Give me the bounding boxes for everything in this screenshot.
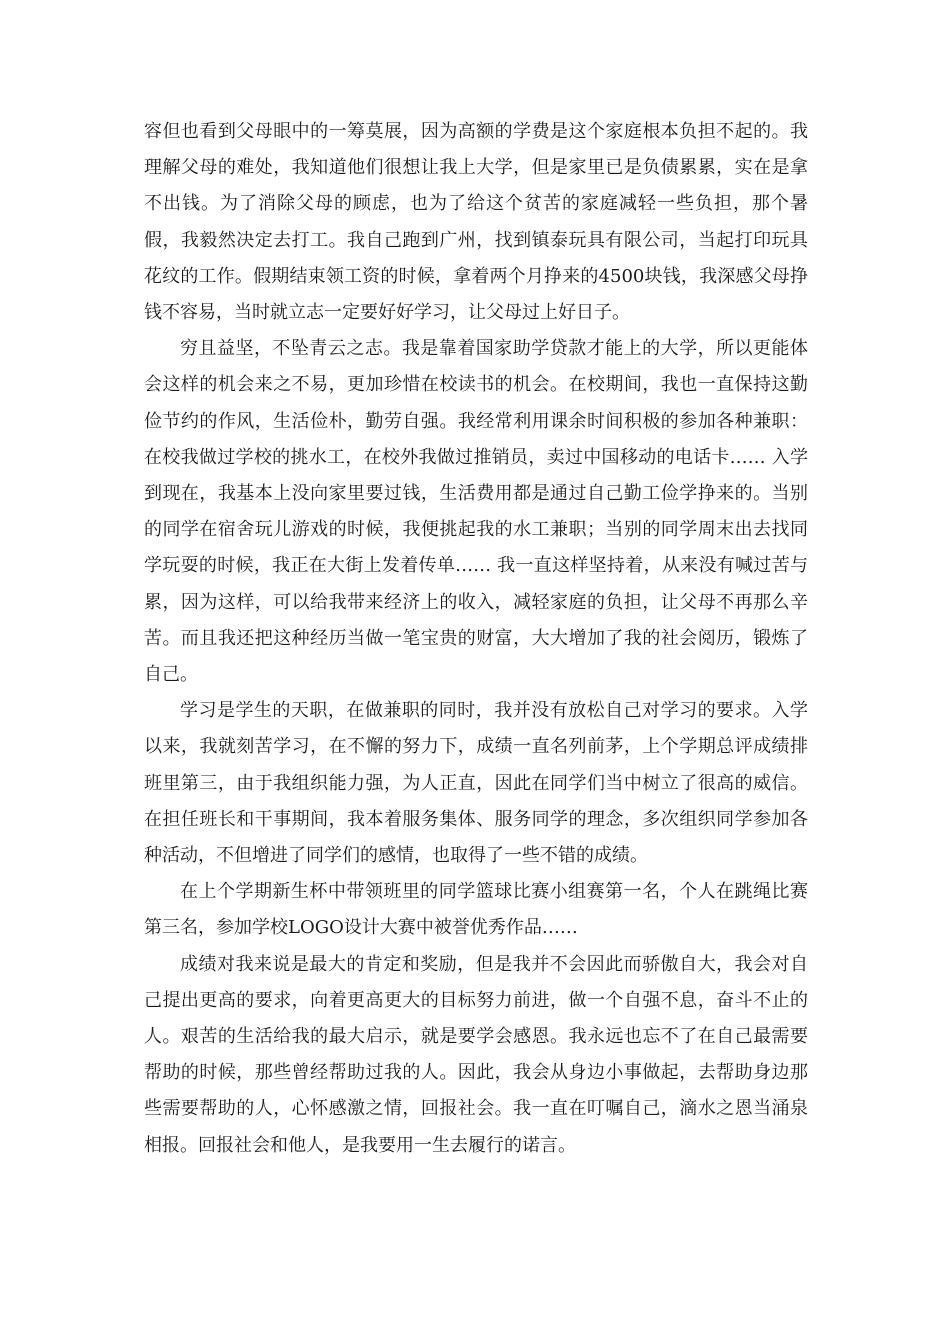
paragraph: 穷且益坚，不坠青云之志。我是靠着国家助学贷款才能上的大学，所以更能体会这样的机会来之不易，更加珍惜在校读书的机会。在校期间，我也一直保持这勤俭节约的作风，生活俭朴，勤劳自强。我经常利用课余时间积极的参加各种兼职：在校我做过学校的挑水工，在校外我做过推销员，卖过中国移动的电话卡…… 入学到现在，我基本上没向家里要过钱，生活费用都是通过自己勤工俭学挣来的。当别的同学在宿舍玩儿游戏的时候，我便挑起我的水工兼职；当别的同学周末出去找同学玩耍的时候，我正在大街上发着传单…… 我一直这样坚持着，从来没有喊过苦与累，因为这样，可以给我带来经济上的收入，减轻家庭的负担，让父母不再那么辛苦。而且我还把这种经历当做一笔宝贵的财富，大大增加了我的社会阅历，锻炼了自己。 [144,338,808,686]
paragraph: 在上个学期新生杯中带领班里的同学篮球比赛小组赛第一名，个人在跳绳比赛第三名，参加学校LOGO设计大赛中被誉优秀作品…… [144,881,808,939]
paragraph: 成绩对我来说是最大的肯定和奖励，但是我并不会因此而骄傲自大，我会对自己提出更高的要求，向着更高更大的目标努力前进，做一个自强不息，奋斗不止的人。艰苦的生活给我的最大启示，就是要学会感恩。我永远也忘不了在自己最需要帮助的时候，那些曾经帮助过我的人。因此，我会从身边小事做起，去帮助身边那些需要帮助的人，心怀感激之情，回报社会。我一直在叮嘱自己，滴水之恩当涌泉相报。回报社会和他人，是我要用一生去履行的诺言。 [144,953,808,1156]
paragraph: 学习是学生的天职，在做兼职的同时，我并没有放松自己对学习的要求。入学以来，我就刻苦学习，在不懈的努力下，成绩一直名列前茅，上个学期总评成绩排班里第三，由于我组织能力强，为人正直，因此在同学们当中树立了很高的威信。在担任班长和干事期间，我本着服务集体、服务同学的理念，多次组织同学参加各种活动，不但增进了同学们的感情，也取得了一些不错的成绩。 [144,700,808,867]
document-body [144,114,808,1164]
paragraph-continued: 容但也看到父母眼中的一筹莫展，因为高额的学费是这个家庭根本负担不起的。我理解父母的难处，我知道他们很想让我上大学，但是家里已是负债累累，实在是拿不出钱。为了消除父母的顾虑，也为了给这个贫苦的家庭减轻一些负担，那个暑假，我毅然决定去打工。我自己跑到广州，找到镇泰玩具有限公司，当起打印玩具花纹的工作。假期结束领工资的时候，拿着两个月挣来的4500块钱，我深感父母挣钱不容易，当时就立志一定要好好学习，让父母过上好日子。 [144,121,808,324]
